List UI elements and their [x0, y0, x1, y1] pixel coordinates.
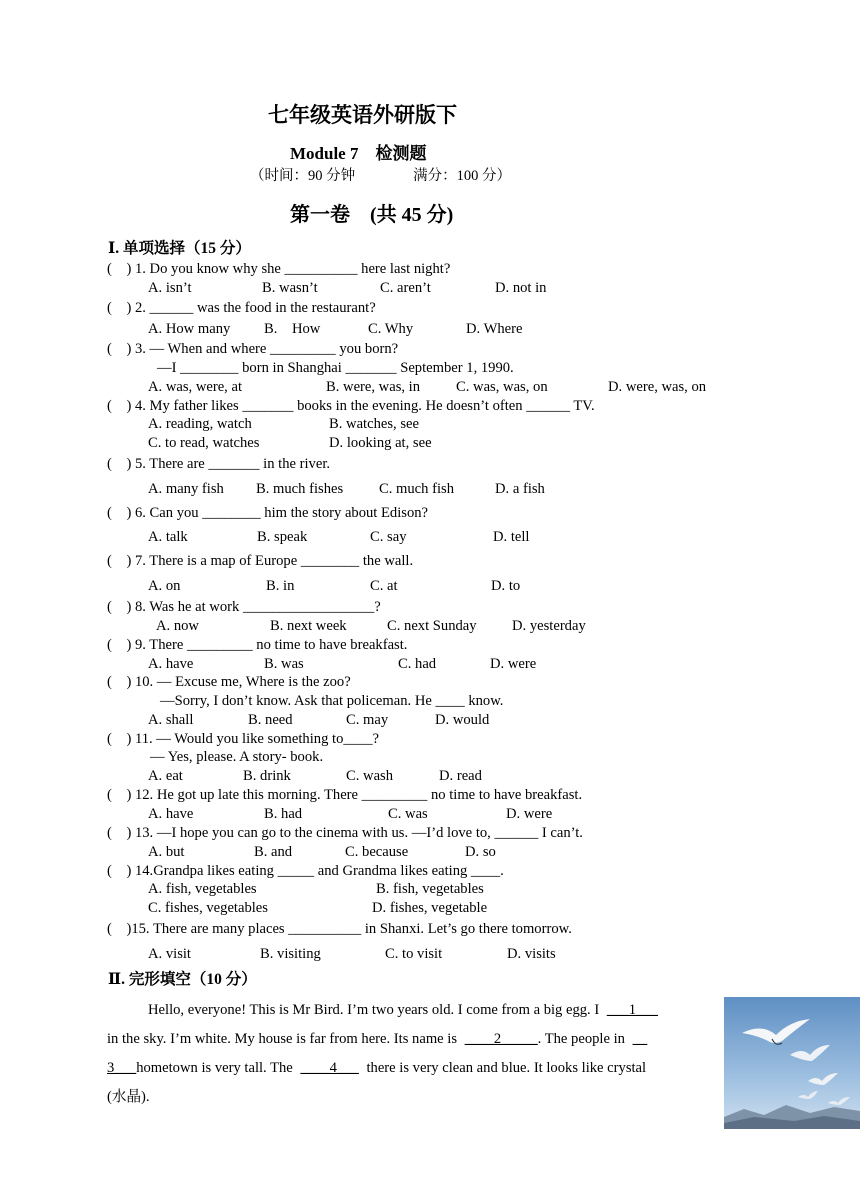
q11-stem2: — Yes, please. A story- book.	[150, 749, 324, 765]
q2-opt-c: C. Why	[368, 321, 414, 337]
q12-opt-c: C. was	[388, 806, 428, 822]
page-title: 七年级英语外研版下	[268, 103, 457, 127]
cloze-line-1	[148, 1001, 658, 1019]
q7-opt-a: A. on	[148, 578, 181, 594]
q14-opt-c: C. fishes, vegetables	[148, 900, 268, 916]
q13-opt-b: B. and	[254, 844, 293, 860]
q10-opt-b: B. need	[248, 712, 293, 728]
q10-opt-a: A. shall	[148, 712, 194, 728]
q9-opt-d: D. were	[490, 656, 537, 672]
q13-stem: ( ) 13. —I hope you can go to the cinema with us. —I’d love to, ______ I can’t.	[107, 825, 583, 841]
blank-2: ____2_____	[464, 1031, 538, 1047]
cloze-text-2b: . The people in	[537, 1031, 625, 1047]
q4-stem: ( ) 4. My father likes _______ books in the evening. He doesn’t often ______ TV.	[107, 398, 595, 414]
q14-opt-d: D. fishes, vegetable	[372, 900, 488, 916]
section2-heading: Ⅱ. 完形填空（10 分）	[108, 971, 257, 988]
q6-opt-b: B. speak	[257, 529, 308, 545]
q9-opt-c: C. had	[398, 656, 437, 672]
q2-stem: ( ) 2. ______ was the food in the restaurant?	[107, 300, 376, 316]
blank-4: ____4___	[300, 1060, 359, 1076]
blank-3-end: 3___	[107, 1060, 137, 1076]
blank-3-start: __	[632, 1031, 648, 1047]
q5-opt-d: D. a fish	[495, 481, 545, 497]
q3-opt-a: A. was, were, at	[148, 379, 243, 395]
q15-opt-d: D. visits	[507, 946, 556, 962]
q10-opt-c: C. may	[346, 712, 389, 728]
q12-opt-b: B. had	[264, 806, 303, 822]
q4-opt-d: D. looking at, see	[329, 435, 432, 451]
q8-opt-c: C. next Sunday	[387, 618, 477, 634]
q12-opt-d: D. were	[506, 806, 553, 822]
q6-opt-d: D. tell	[493, 529, 530, 545]
q14-stem: ( ) 14.Grandpa likes eating _____ and Grandma likes eating ____.	[107, 863, 504, 879]
q10-stem2: —Sorry, I don’t know. Ask that policeman. He ____ know.	[160, 693, 504, 709]
q7-opt-d: D. to	[491, 578, 521, 594]
q5-opt-b: B. much fishes	[256, 481, 344, 497]
q12-stem: ( ) 12. He got up late this morning. There _________ no time to have breakfast.	[107, 787, 583, 803]
cloze-text-2: in the sky. I’m white. My house is far from here. Its name is	[107, 1031, 458, 1047]
q9-opt-b: B. was	[264, 656, 304, 672]
q7-opt-b: B. in	[266, 578, 295, 594]
q10-opt-d: D. would	[435, 712, 490, 728]
q8-opt-d: D. yesterday	[512, 618, 586, 634]
q5-opt-a: A. many fish	[148, 481, 224, 497]
q13-opt-d: D. so	[465, 844, 496, 860]
q8-stem: ( ) 8. Was he at work __________________?	[107, 599, 381, 615]
q1-opt-b: B. wasn’t	[262, 280, 318, 296]
q11-opt-c: C. wash	[346, 768, 394, 784]
q15-opt-a: A. visit	[148, 946, 191, 962]
q3-opt-d: D. were, was, on	[608, 379, 707, 395]
q8-opt-a: A. now	[156, 618, 199, 634]
q2-opt-a: A. How many	[148, 321, 231, 337]
cloze-line-4: (水晶).	[107, 1089, 150, 1105]
q2-opt-b: B. How	[264, 321, 321, 337]
q5-opt-c: C. much fish	[379, 481, 454, 497]
q11-opt-b: B. drink	[243, 768, 291, 784]
q4-opt-c: C. to read, watches	[148, 435, 260, 451]
q9-opt-a: A. have	[148, 656, 194, 672]
volume-heading: 第一卷 (共 45 分)	[290, 204, 454, 226]
q6-stem: ( ) 6. Can you ________ him the story about Edison?	[107, 505, 429, 521]
q4-opt-b: B. watches, see	[329, 416, 419, 432]
q6-opt-a: A. talk	[148, 529, 188, 545]
q5-stem: ( ) 5. There are _______ in the river.	[107, 456, 331, 472]
q8-opt-b: B. next week	[270, 618, 347, 634]
q7-opt-c: C. at	[370, 578, 398, 594]
q3-opt-c: C. was, was, on	[456, 379, 548, 395]
q3-stem2: —I ________ born in Shanghai _______ September 1, 1990.	[157, 360, 514, 376]
module-title: Module 7 检测题	[290, 144, 427, 163]
cloze-text-3: hometown is very tall. The	[136, 1060, 293, 1076]
q11-stem: ( ) 11. — Would you like something to____?	[107, 731, 380, 747]
q1-opt-d: D. not in	[495, 280, 547, 296]
q10-stem: ( ) 10. — Excuse me, Where is the zoo?	[107, 674, 351, 690]
q14-opt-b: B. fish, vegetables	[376, 881, 484, 897]
q9-stem: ( ) 9. There _________ no time to have breakfast.	[107, 637, 408, 653]
q3-opt-b: B. were, was, in	[326, 379, 421, 395]
cloze-text-1: Hello, everyone! This is Mr Bird. I’m two years old. I come from a big egg. I	[148, 1002, 600, 1018]
q3-stem: ( ) 3. — When and where _________ you born?	[107, 341, 399, 357]
cloze-line-2	[107, 1030, 647, 1048]
q1-opt-c: C. aren’t	[380, 280, 431, 296]
q2-opt-d: D. Where	[466, 321, 523, 337]
blank-1: ___1___	[606, 1002, 658, 1018]
q11-opt-a: A. eat	[148, 768, 183, 784]
q13-opt-c: C. because	[345, 844, 409, 860]
q7-stem: ( ) 7. There is a map of Europe ________ the wall.	[107, 553, 414, 569]
q15-stem: ( )15. There are many places __________ in Shanxi. Let’s go there tomorrow.	[107, 921, 572, 937]
time-score-line: （时间：90 分钟 满分：100 分）	[250, 168, 511, 184]
q15-opt-c: C. to visit	[385, 946, 443, 962]
cloze-line-3	[107, 1059, 646, 1077]
q15-opt-b: B. visiting	[260, 946, 321, 962]
section1-heading: Ⅰ. 单项选择（15 分）	[108, 240, 251, 257]
q1-opt-a: A. isn’t	[148, 280, 192, 296]
q12-opt-a: A. have	[148, 806, 194, 822]
q4-opt-a: A. reading, watch	[148, 416, 252, 432]
seagulls-photo	[724, 997, 860, 1129]
q6-opt-c: C. say	[370, 529, 407, 545]
q11-opt-d: D. read	[439, 768, 482, 784]
q14-opt-a: A. fish, vegetables	[148, 881, 257, 897]
cloze-text-3b: there is very clean and blue. It looks like crystal	[366, 1060, 647, 1076]
q13-opt-a: A. but	[148, 844, 185, 860]
q1-stem: ( ) 1. Do you know why she __________ here last night?	[107, 261, 451, 277]
